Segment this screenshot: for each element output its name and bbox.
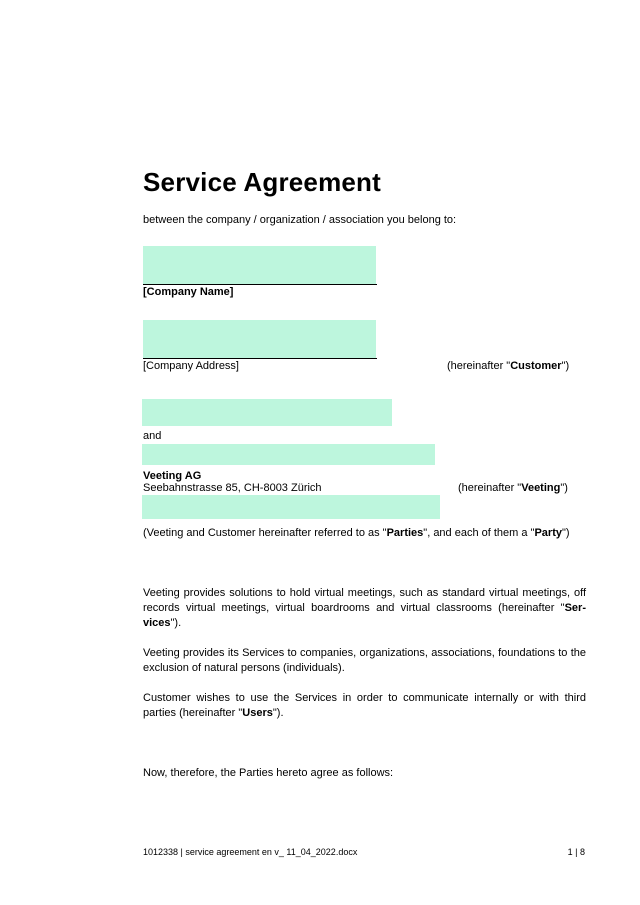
paragraph-services: Veeting provides solutions to hold virtual meetings, such as standard virtual meetings, off records virtual meetings, virtual boardrooms and virtual classrooms (hereinafter "Ser-vices"). [143,587,586,629]
paragraph-users: Customer wishes to use the Services in order to communicate internally or with third parties (hereinafter "Users"). [143,692,586,719]
veeting-term: Veeting [521,482,561,494]
intro-text: between the company / organization / association you belong to: [143,214,457,226]
veeting-address: Seebahnstrasse 85, CH-8003 Zürich [143,482,322,494]
highlight-field-2[interactable] [142,444,435,465]
services-term: Ser-vices [143,602,586,629]
users-term: Users [242,707,273,719]
parties-line: (Veeting and Customer hereinafter referred to as "Parties", and each of them a "Party") [143,527,570,539]
paragraph-customers: Veeting provides its Services to companies, organizations, associations, foundations to the exclusion of natural persons (individuals). [143,647,586,674]
highlight-field-3[interactable] [142,495,440,519]
highlight-field-1[interactable] [142,399,392,426]
veeting-note: (hereinafter "Veeting") [458,482,568,494]
document-title: Service Agreement [143,167,381,197]
and-label: and [143,430,162,442]
customer-note: (hereinafter "Customer") [447,360,570,372]
veeting-name: Veeting AG [143,470,202,482]
closing-text: Now, therefore, the Parties hereto agree as follows: [143,767,394,779]
company-address-field[interactable] [143,320,376,358]
parties-term: Parties [386,527,424,539]
company-name-label: [Company Name] [143,286,234,298]
company-name-field[interactable] [143,246,376,284]
company-address-label: [Company Address] [143,360,239,372]
footer-filename: 1012338 | service agreement en v_ 11_04_2022.docx [143,847,358,857]
footer-page-number: 1 | 8 [567,847,585,857]
customer-term: Customer [510,360,562,372]
party-term: Party [534,527,562,539]
